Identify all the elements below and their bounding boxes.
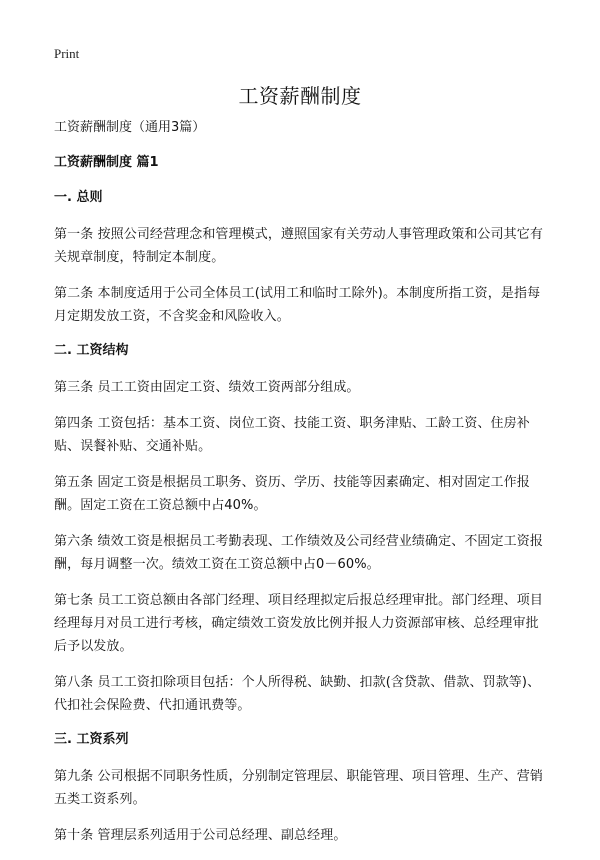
document-subtitle: 工资薪酬制度（通用3篇）: [54, 120, 206, 135]
print-link[interactable]: Print: [54, 46, 80, 61]
paragraph: 第九条 公司根据不同职务性质，分别制定管理层、职能管理、项目管理、生产、营销五类工资系列。: [54, 769, 543, 807]
page-title: 工资薪酬制度: [238, 84, 362, 108]
paragraph: 第一条 按照公司经营理念和管理模式，遵照国家有关劳动人事管理政策和公司其它有关规章制度，特制定本制度。: [54, 227, 543, 265]
section-heading: 二. 工资结构: [54, 343, 129, 358]
paragraph: 第四条 工资包括：基本工资、岗位工资、技能工资、职务津贴、工龄工资、住房补贴、误餐补贴、交通补贴。: [54, 416, 530, 454]
paragraph: 第八条 员工工资扣除项目包括：个人所得税、缺勤、扣款(含贷款、借款、罚款等)、代扣社会保险费、代扣通讯费等。: [54, 675, 541, 713]
document-body: [54, 118, 544, 860]
part-heading: 工资薪酬制度 篇1: [54, 155, 159, 170]
paragraph: 第七条 员工工资总额由各部门经理、项目经理拟定后报总经理审批。部门经理、项目经理每月对员工进行考核，确定绩效工资发放比例并报人力资源部审核、总经理审批后予以发放。: [54, 593, 543, 654]
paragraph: 第十条 管理层系列适用于公司总经理、副总经理。: [54, 828, 347, 843]
paragraph: 第二条 本制度适用于公司全体员工(试用工和临时工除外)。本制度所指工资，是指每月定期发放工资，不含奖金和风险收入。: [54, 286, 541, 324]
section-heading: 三. 工资系列: [54, 732, 129, 747]
section-heading: 一. 总则: [54, 190, 103, 205]
paragraph: 第五条 固定工资是根据员工职务、资历、学历、技能等因素确定、相对固定工作报酬。固定工资在工资总额中占40%。: [54, 475, 530, 513]
paragraph: 第六条 绩效工资是根据员工考勤表现、工作绩效及公司经营业绩确定、不固定工资报酬，每月调整一次。绩效工资在工资总额中占0－60%。: [54, 534, 543, 572]
paragraph: 第三条 员工工资由固定工资、绩效工资两部分组成。: [54, 380, 360, 395]
